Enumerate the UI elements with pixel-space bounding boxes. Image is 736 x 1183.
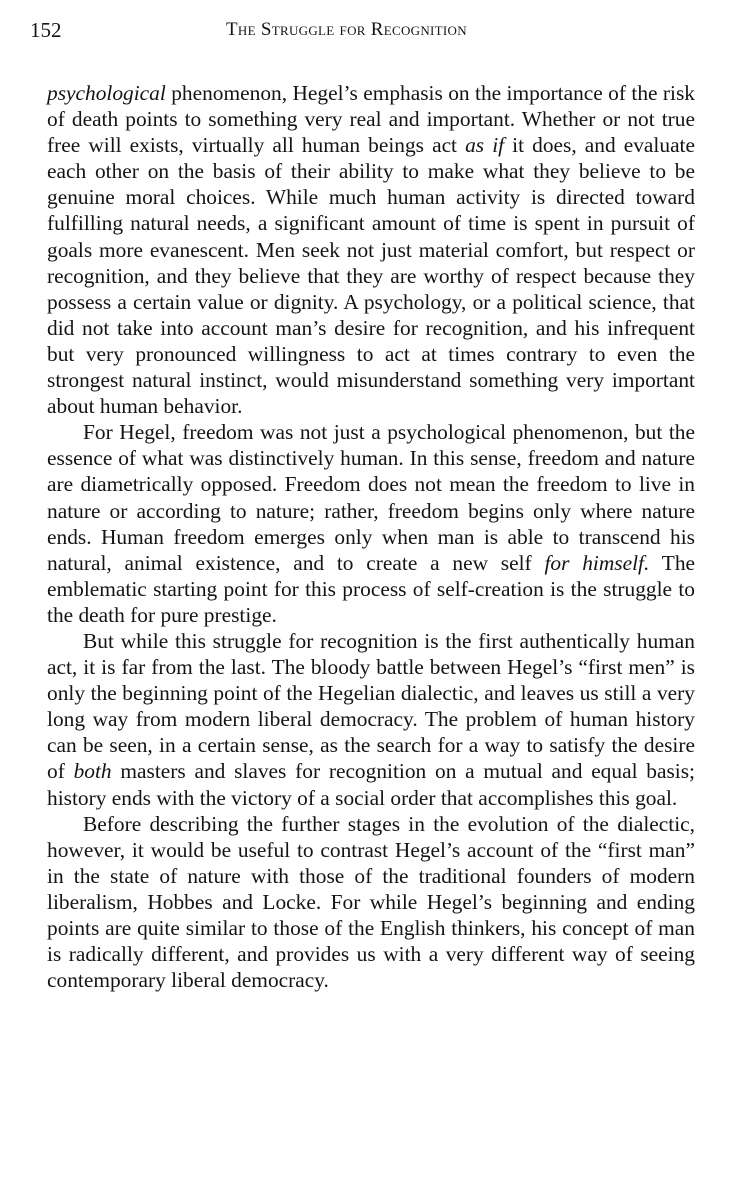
text-segment: For Hegel, freedom was not just a psychological phenomenon, but the essence of what was distinctively human. In this sense, freedom and nature are diametrically opposed. Freedom does not mean the freedom to live in nature or according to nature; rather, freedom begins only where nature ends. Human freedom emerges only when man is able to transcend his natural, animal existence, and to create a new self bbox=[47, 420, 695, 575]
text-segment: Before describing the further stages in the evolution of the dialectic, however, it would be useful to contrast Hegel’s account of the “first man” in the state of nature with those of the traditional founders of modern liberalism, Hobbes and Locke. For while Hegel’s beginning and ending points are quite similar to those of the English thinkers, his concept of man is radically different, and provides us with a very different way of seeing contemporary liberal democracy. bbox=[47, 811, 695, 993]
paragraph-3 bbox=[47, 628, 695, 811]
text-segment: psychological bbox=[47, 81, 166, 105]
text-segment: for himself. bbox=[544, 550, 650, 575]
running-head bbox=[30, 16, 700, 44]
paragraph-4 bbox=[47, 811, 695, 994]
text-segment: both bbox=[73, 759, 112, 784]
text-segment: But while this struggle for recognition is the first authentically human act, it is far from the last. The bloody battle between Hegel’s “first men” is only the beginning point of the Hegelian dialectic, and leaves us still a very long way from modern liberal democracy. The problem of human history can be seen, in a certain sense, as the search for a way to satisfy the desire of bbox=[47, 628, 695, 784]
text-segment: it does, and evaluate each other on the basis of their ability to make what they believe to be genuine moral choices. While much human activity is directed toward fulfilling natural needs, a significant amount of time is spent in pursuit of goals more evanescent. Men seek not just material comfort, but respect or recognition, and they believe that they are worthy of respect because they possess a certain value or dignity. A psychology, or a political science, that did not take into account man’s desire for recognition, and his infrequent but very pronounced willingness to act at times contrary to even the strongest natural instinct, would misunderstand something very important about human behavior. bbox=[47, 133, 695, 419]
text-segment: phenomenon, Hegel’s emphasis on the importance of the risk of death points to something very real and important. Whether or not true free will exists, virtually all human beings act bbox=[47, 81, 695, 158]
page-number: 152 bbox=[30, 18, 62, 42]
text-segment: masters and slaves for recognition on a mutual and equal basis; history ends with the victory of a social order that accomplishes this goal. bbox=[47, 759, 695, 810]
paragraph-2 bbox=[47, 419, 695, 628]
body-text bbox=[47, 80, 695, 993]
text-segment: The emblematic starting point for this process of self-creation is the struggle to the death for pure prestige. bbox=[47, 550, 696, 627]
paragraph-1 bbox=[47, 80, 695, 419]
text-segment: as if bbox=[465, 133, 505, 158]
running-title: The Struggle for Recognition bbox=[226, 19, 467, 40]
